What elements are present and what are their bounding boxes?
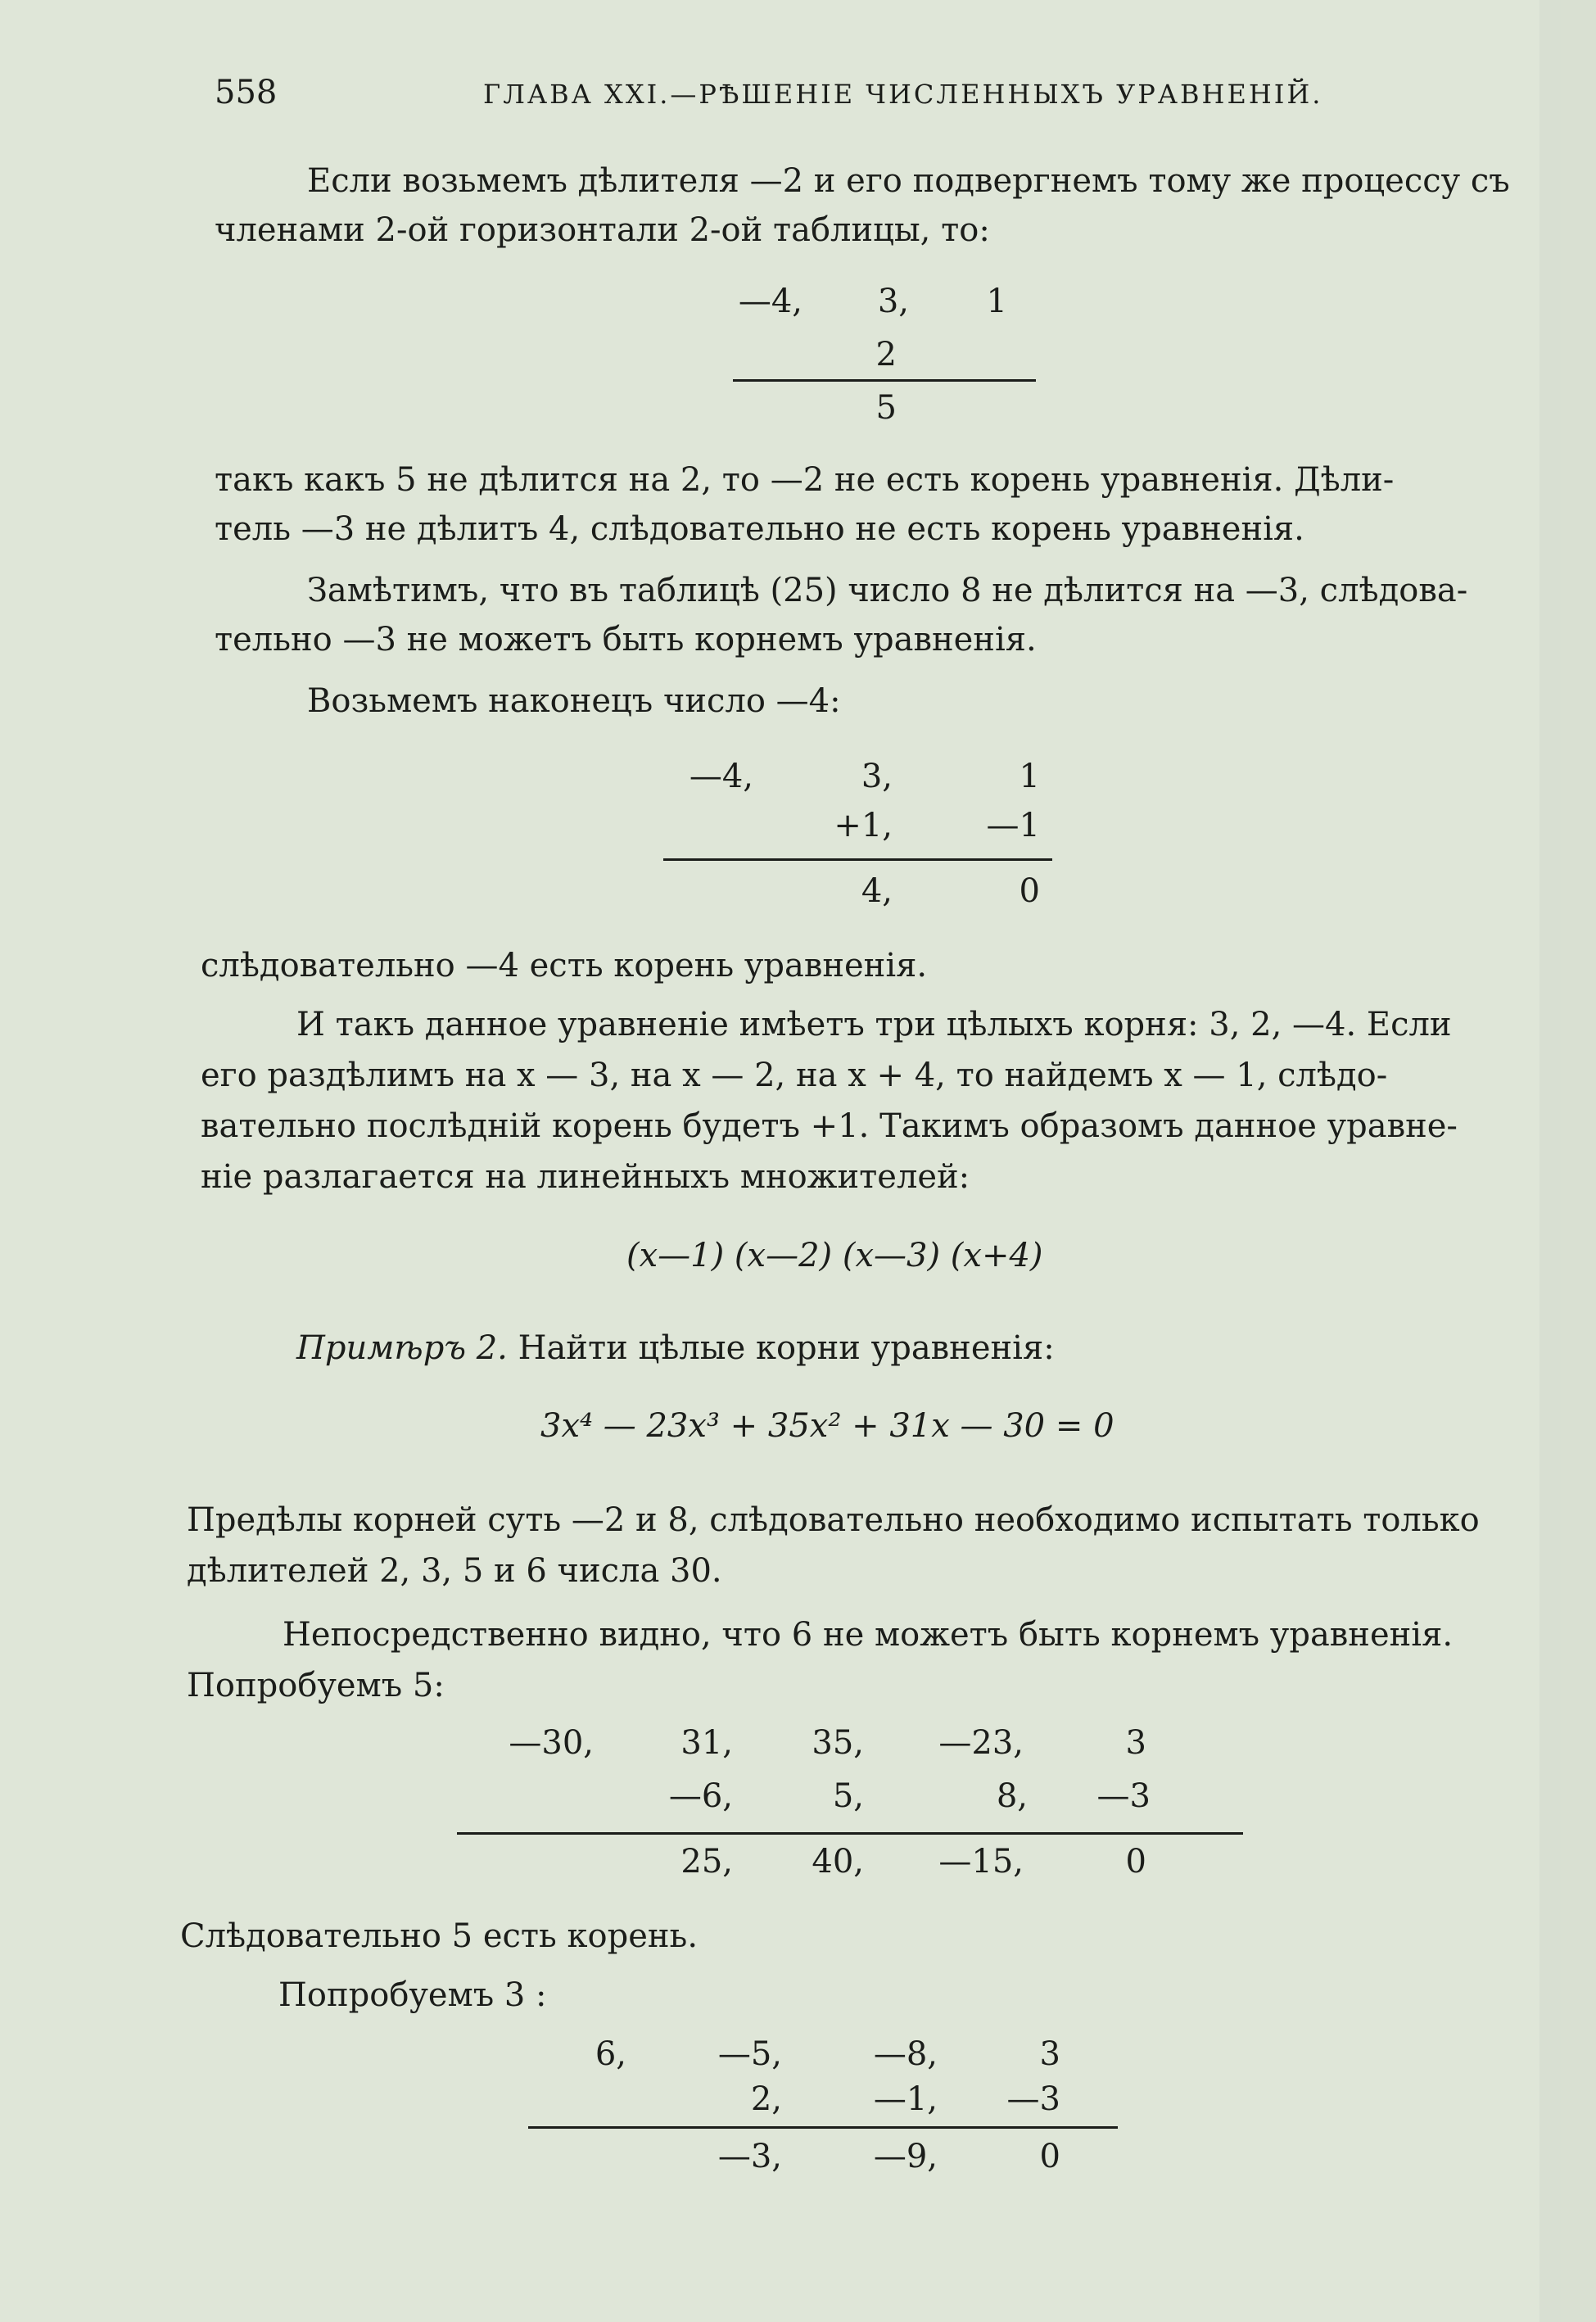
- table-cell: 0: [1039, 2138, 1060, 2175]
- table-cell: +1,: [834, 807, 893, 844]
- table-rule: [528, 2126, 1118, 2129]
- text-line: членами 2-ой горизонтали 2-ой таблицы, то:: [215, 211, 990, 249]
- table-cell: —23,: [938, 1724, 1024, 1762]
- table-rule: [733, 379, 1036, 382]
- table-cell: 5: [875, 389, 897, 427]
- table-cell: 6,: [595, 2035, 626, 2073]
- table-rule: [457, 1832, 1243, 1835]
- table-cell: 8,: [996, 1777, 1028, 1815]
- table-cell: —1: [986, 807, 1040, 844]
- table-cell: —5,: [717, 2035, 782, 2073]
- table-cell: 2: [875, 336, 897, 373]
- table-cell: 4,: [861, 872, 893, 910]
- text-line: такъ какъ 5 не дѣлится на 2, то —2 не есть корень уравненія. Дѣли-: [215, 461, 1395, 499]
- text-line: слѣдовательно —4 есть корень уравненія.: [201, 947, 928, 984]
- table-cell: —3: [1006, 2080, 1060, 2118]
- text-line: Слѣдовательно 5 есть корень.: [180, 1917, 699, 1955]
- table-cell: —9,: [873, 2138, 938, 2175]
- factorization-formula: (x—1) (x—2) (x—3) (x+4): [626, 1237, 1043, 1274]
- text-line: его раздѣлимъ на x — 3, на x — 2, на x + 4, то найдемъ x — 1, слѣдо-: [201, 1057, 1388, 1094]
- running-header: ГЛАВА XXI.—РѢШЕНІЕ ЧИСЛЕННЫХЪ УРАВНЕНІЙ.: [483, 79, 1323, 110]
- page-number: 558: [215, 74, 278, 111]
- table-cell: 40,: [812, 1843, 864, 1881]
- table-cell: 2,: [750, 2080, 782, 2118]
- text-line: вательно послѣдній корень будетъ +1. Такимъ образомъ данное уравне-: [201, 1107, 1458, 1145]
- show-through-shadow: [1539, 0, 1596, 2322]
- example-label: Примѣръ 2.: [296, 1329, 508, 1367]
- table-cell: 1: [986, 283, 1007, 320]
- table-cell: 3: [1039, 2035, 1060, 2073]
- text-line: И такъ данное уравненіе имѣетъ три цѣлыхъ корня: 3, 2, —4. Если: [296, 1006, 1452, 1043]
- table-cell: 1: [1019, 758, 1040, 795]
- text-line: Если возьмемъ дѣлителя —2 и его подвергнемъ тому же процессу съ: [307, 162, 1510, 200]
- text-line: Попробуемъ 3 :: [278, 1976, 547, 2014]
- text-line: Попробуемъ 5:: [187, 1667, 445, 1704]
- table-cell: 3,: [877, 283, 909, 320]
- text-line: тель —3 не дѣлитъ 4, слѣдовательно не есть корень уравненія.: [215, 510, 1304, 548]
- example-text: Найти цѣлые корни уравненія:: [518, 1329, 1055, 1367]
- table-cell: —3: [1096, 1777, 1151, 1815]
- table-cell: 3,: [861, 758, 893, 795]
- table-cell: —1,: [873, 2080, 938, 2118]
- example-line: [296, 1323, 1055, 1374]
- table-cell: —4,: [689, 758, 753, 795]
- text-line: Замѣтимъ, что въ таблицѣ (25) число 8 не дѣлится на —3, слѣдова-: [307, 572, 1468, 609]
- table-cell: —30,: [509, 1724, 594, 1762]
- equation: 3x⁴ — 23x³ + 35x² + 31x — 30 = 0: [540, 1407, 1114, 1445]
- table-cell: 31,: [680, 1724, 733, 1762]
- table-cell: 35,: [812, 1724, 864, 1762]
- text-line: Непосредственно видно, что 6 не можетъ быть корнемъ уравненія.: [283, 1616, 1454, 1654]
- table-cell: 0: [1125, 1843, 1146, 1881]
- table-cell: —3,: [717, 2138, 782, 2175]
- table-cell: 25,: [680, 1843, 733, 1881]
- table-rule: [663, 858, 1052, 861]
- table-cell: —8,: [873, 2035, 938, 2073]
- text-line: дѣлителей 2, 3, 5 и 6 числа 30.: [187, 1552, 722, 1590]
- table-cell: —4,: [738, 283, 803, 320]
- table-cell: 0: [1019, 872, 1040, 910]
- text-line: Предѣлы корней суть —2 и 8, слѣдовательно необходимо испытать только: [187, 1501, 1480, 1539]
- table-cell: —15,: [938, 1843, 1024, 1881]
- text-line: Возьмемъ наконецъ число —4:: [307, 682, 841, 720]
- table-cell: 3: [1125, 1724, 1146, 1762]
- text-line: ніе разлагается на линейныхъ множителей:: [201, 1158, 970, 1196]
- table-cell: 5,: [832, 1777, 864, 1815]
- text-line: тельно —3 не можетъ быть корнемъ уравненія.: [215, 621, 1037, 659]
- table-cell: —6,: [668, 1777, 733, 1815]
